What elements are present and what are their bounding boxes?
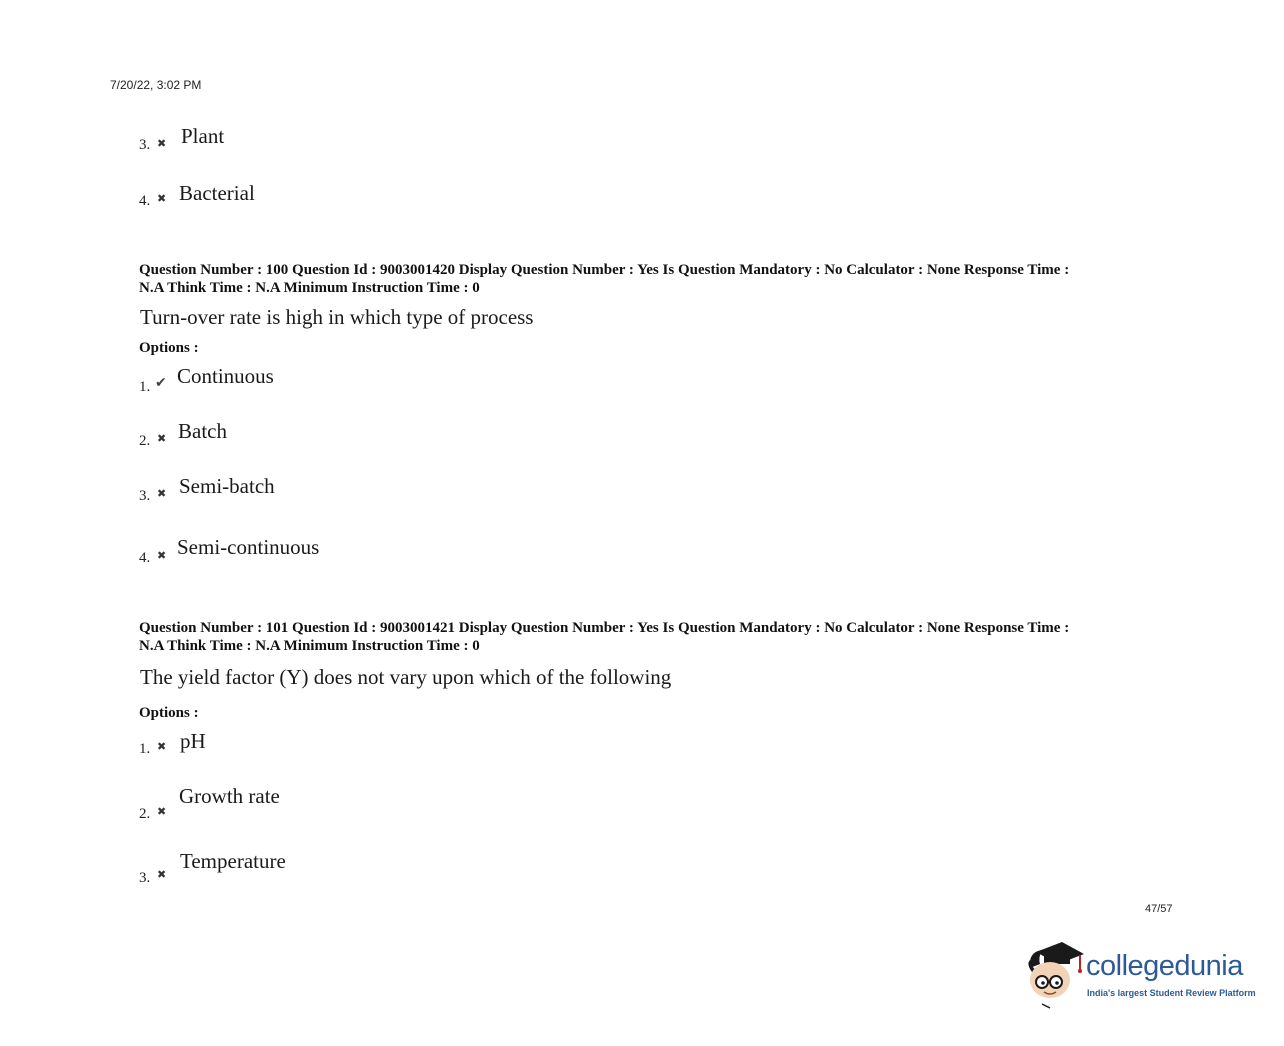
option-text: Semi-batch [179, 474, 275, 498]
question-meta-line: N.A Think Time : N.A Minimum Instruction Time : 0 [139, 280, 480, 296]
options-label: Options : [139, 705, 199, 721]
cross-icon: ✖ [157, 805, 167, 818]
cross-icon: ✖ [157, 868, 167, 881]
option-number: 3. [139, 870, 151, 886]
option-number: 2. [139, 433, 151, 449]
brand-name: collegedunia [1086, 950, 1243, 982]
option-number: 3. [139, 488, 151, 504]
option-number: 4. [139, 193, 151, 209]
question-meta-line: Question Number : 101 Question Id : 9003001421 Display Question Number : Yes Is Question Mandatory : No Calculator : None Response Time : [139, 620, 1070, 636]
option-text: Growth rate [179, 784, 280, 808]
question-meta-101 [139, 619, 1149, 655]
option-number: 3. [139, 137, 151, 153]
question-text-100: Turn-over rate is high in which type of process [140, 305, 534, 329]
cross-icon: ✖ [157, 740, 167, 753]
option-number: 4. [139, 550, 151, 566]
option-text: Temperature [180, 849, 286, 873]
option-text: Batch [178, 419, 227, 443]
question-meta-line: N.A Think Time : N.A Minimum Instruction Time : 0 [139, 638, 480, 654]
student-mascot-icon [1022, 938, 1088, 1010]
options-label: Options : [139, 340, 199, 356]
option-text: Continuous [177, 364, 274, 388]
check-icon: ✔ [155, 375, 167, 391]
cross-icon: ✖ [157, 487, 167, 500]
option-number: 1. [139, 741, 151, 757]
cross-icon: ✖ [157, 192, 167, 205]
option-number: 2. [139, 806, 151, 822]
option-text: Semi-continuous [177, 535, 320, 559]
cross-icon: ✖ [157, 432, 167, 445]
cross-icon: ✖ [157, 549, 167, 562]
question-text-101: The yield factor (Y) does not vary upon which of the following [140, 665, 672, 689]
question-meta-100 [139, 261, 1149, 297]
cross-icon: ✖ [157, 137, 167, 150]
option-number: 1. [139, 379, 151, 395]
question-meta-line: Question Number : 100 Question Id : 9003001420 Display Question Number : Yes Is Question Mandatory : No Calculator : None Response Time : [139, 262, 1070, 278]
page-number: 47/57 [1145, 903, 1173, 915]
brand-tagline: India's largest Student Review Platform [1087, 988, 1256, 998]
option-text: Bacterial [179, 181, 255, 205]
option-text: pH [180, 729, 206, 753]
print-timestamp: 7/20/22, 3:02 PM [110, 78, 202, 92]
option-text: Plant [181, 124, 225, 148]
